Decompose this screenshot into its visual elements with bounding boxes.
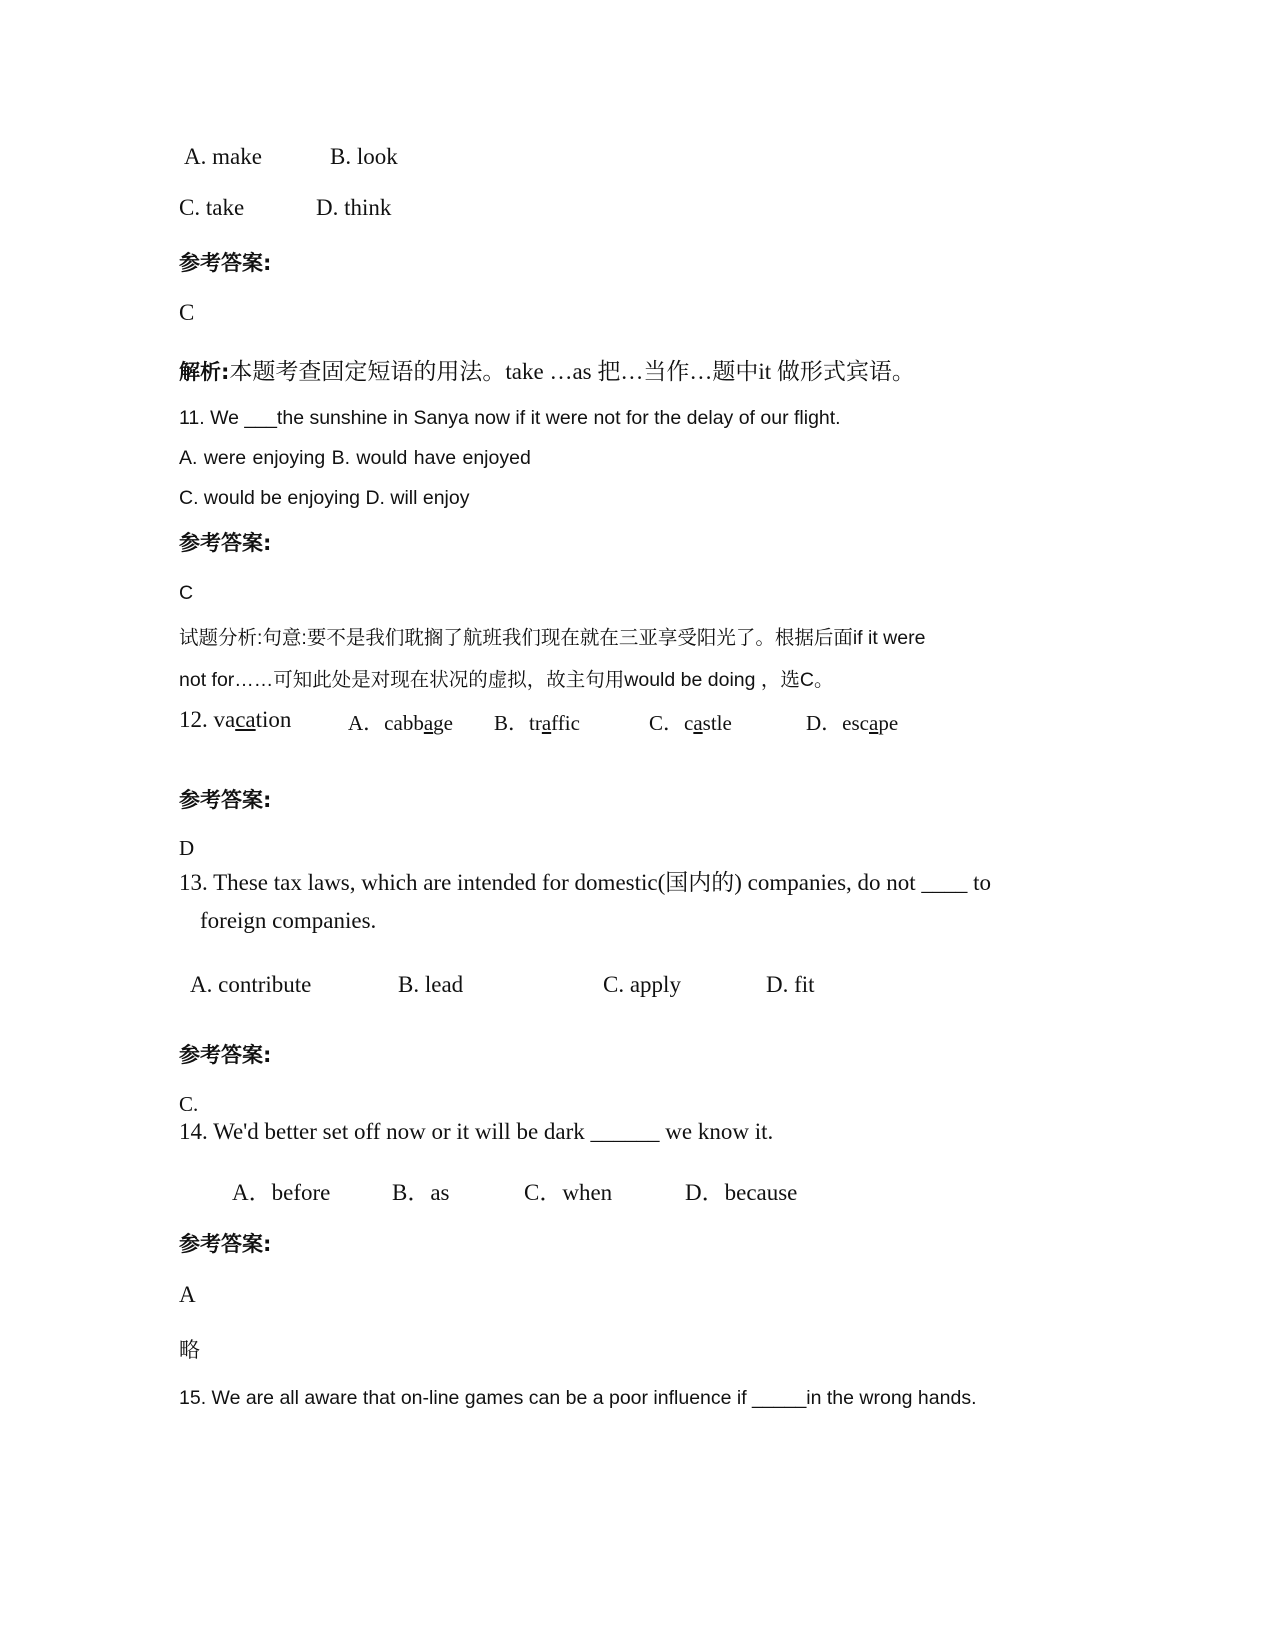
q14-option-b: B．as bbox=[392, 1180, 450, 1205]
q11-options-line2: C. would be enjoying D. will enjoy bbox=[179, 487, 470, 509]
q10-analysis-label: 解析: bbox=[179, 360, 230, 384]
q14-option-c: C．when bbox=[524, 1180, 613, 1205]
q13-option-b: B. lead bbox=[398, 972, 464, 997]
q10-option-d: D. think bbox=[316, 195, 392, 220]
q12-word: vacation bbox=[213, 707, 292, 732]
q12-option-a: A．cabbage bbox=[348, 711, 453, 735]
q14-option-d: D．because bbox=[685, 1180, 798, 1205]
q10-answer-heading: 参考答案: bbox=[179, 251, 272, 275]
q12-stem bbox=[179, 707, 291, 733]
q14-stem: 14. We'd better set off now or it will be dark ______ we know it. bbox=[179, 1119, 774, 1144]
q15-stem: 15. We are all aware that on-line games can be a poor influence if _____in the wrong hands. bbox=[179, 1387, 977, 1409]
q13-stem-line1: 13. These tax laws, which are intended for domestic(国内的) companies, do not ____ to bbox=[179, 870, 992, 895]
q12-option-d: D．escape bbox=[806, 711, 899, 735]
q10-option-a: A. make bbox=[184, 144, 262, 169]
q14-analysis: 略 bbox=[179, 1338, 200, 1362]
q12-answer-heading: 参考答案: bbox=[179, 788, 272, 812]
q11-analysis-line1: 试题分析:句意:要不是我们耽搁了航班我们现在就在三亚享受阳光了。根据后面if it were bbox=[179, 627, 926, 649]
q13-option-c: C. apply bbox=[603, 972, 681, 997]
q12-number: 12. bbox=[179, 707, 208, 732]
q10-analysis-text: 本题考查固定短语的用法。take …as 把…当作…题中it 做形式宾语。 bbox=[229, 359, 915, 384]
q10-option-b: B. look bbox=[330, 144, 398, 169]
q12-option-b: B．traffic bbox=[494, 711, 580, 735]
q10-analysis bbox=[179, 353, 915, 386]
q13-stem-line2: foreign companies. bbox=[200, 908, 377, 933]
q11-answer: C bbox=[179, 582, 194, 604]
q13-option-a: A. contribute bbox=[190, 972, 312, 997]
q10-option-c: C. take bbox=[179, 195, 245, 220]
q13-option-d: D. fit bbox=[766, 972, 815, 997]
q13-answer: C. bbox=[179, 1092, 199, 1116]
q13-answer-heading: 参考答案: bbox=[179, 1043, 272, 1067]
q11-options-line1: A. were enjoying B. would have enjoyed bbox=[179, 447, 531, 469]
q10-answer: C bbox=[179, 300, 195, 325]
q14-option-a: A．before bbox=[232, 1180, 331, 1205]
q12-option-c: C．castle bbox=[649, 711, 732, 735]
q11-stem: 11. We ___the sunshine in Sanya now if it were not for the delay of our flight. bbox=[179, 407, 841, 429]
q11-answer-heading: 参考答案: bbox=[179, 531, 272, 555]
q12-answer: D bbox=[179, 836, 195, 860]
q14-answer: A bbox=[179, 1282, 196, 1307]
q11-analysis-line2: not for……可知此处是对现在状况的虚拟，故主句用would be doing ，选C。 bbox=[179, 669, 834, 691]
q14-answer-heading: 参考答案: bbox=[179, 1232, 272, 1256]
